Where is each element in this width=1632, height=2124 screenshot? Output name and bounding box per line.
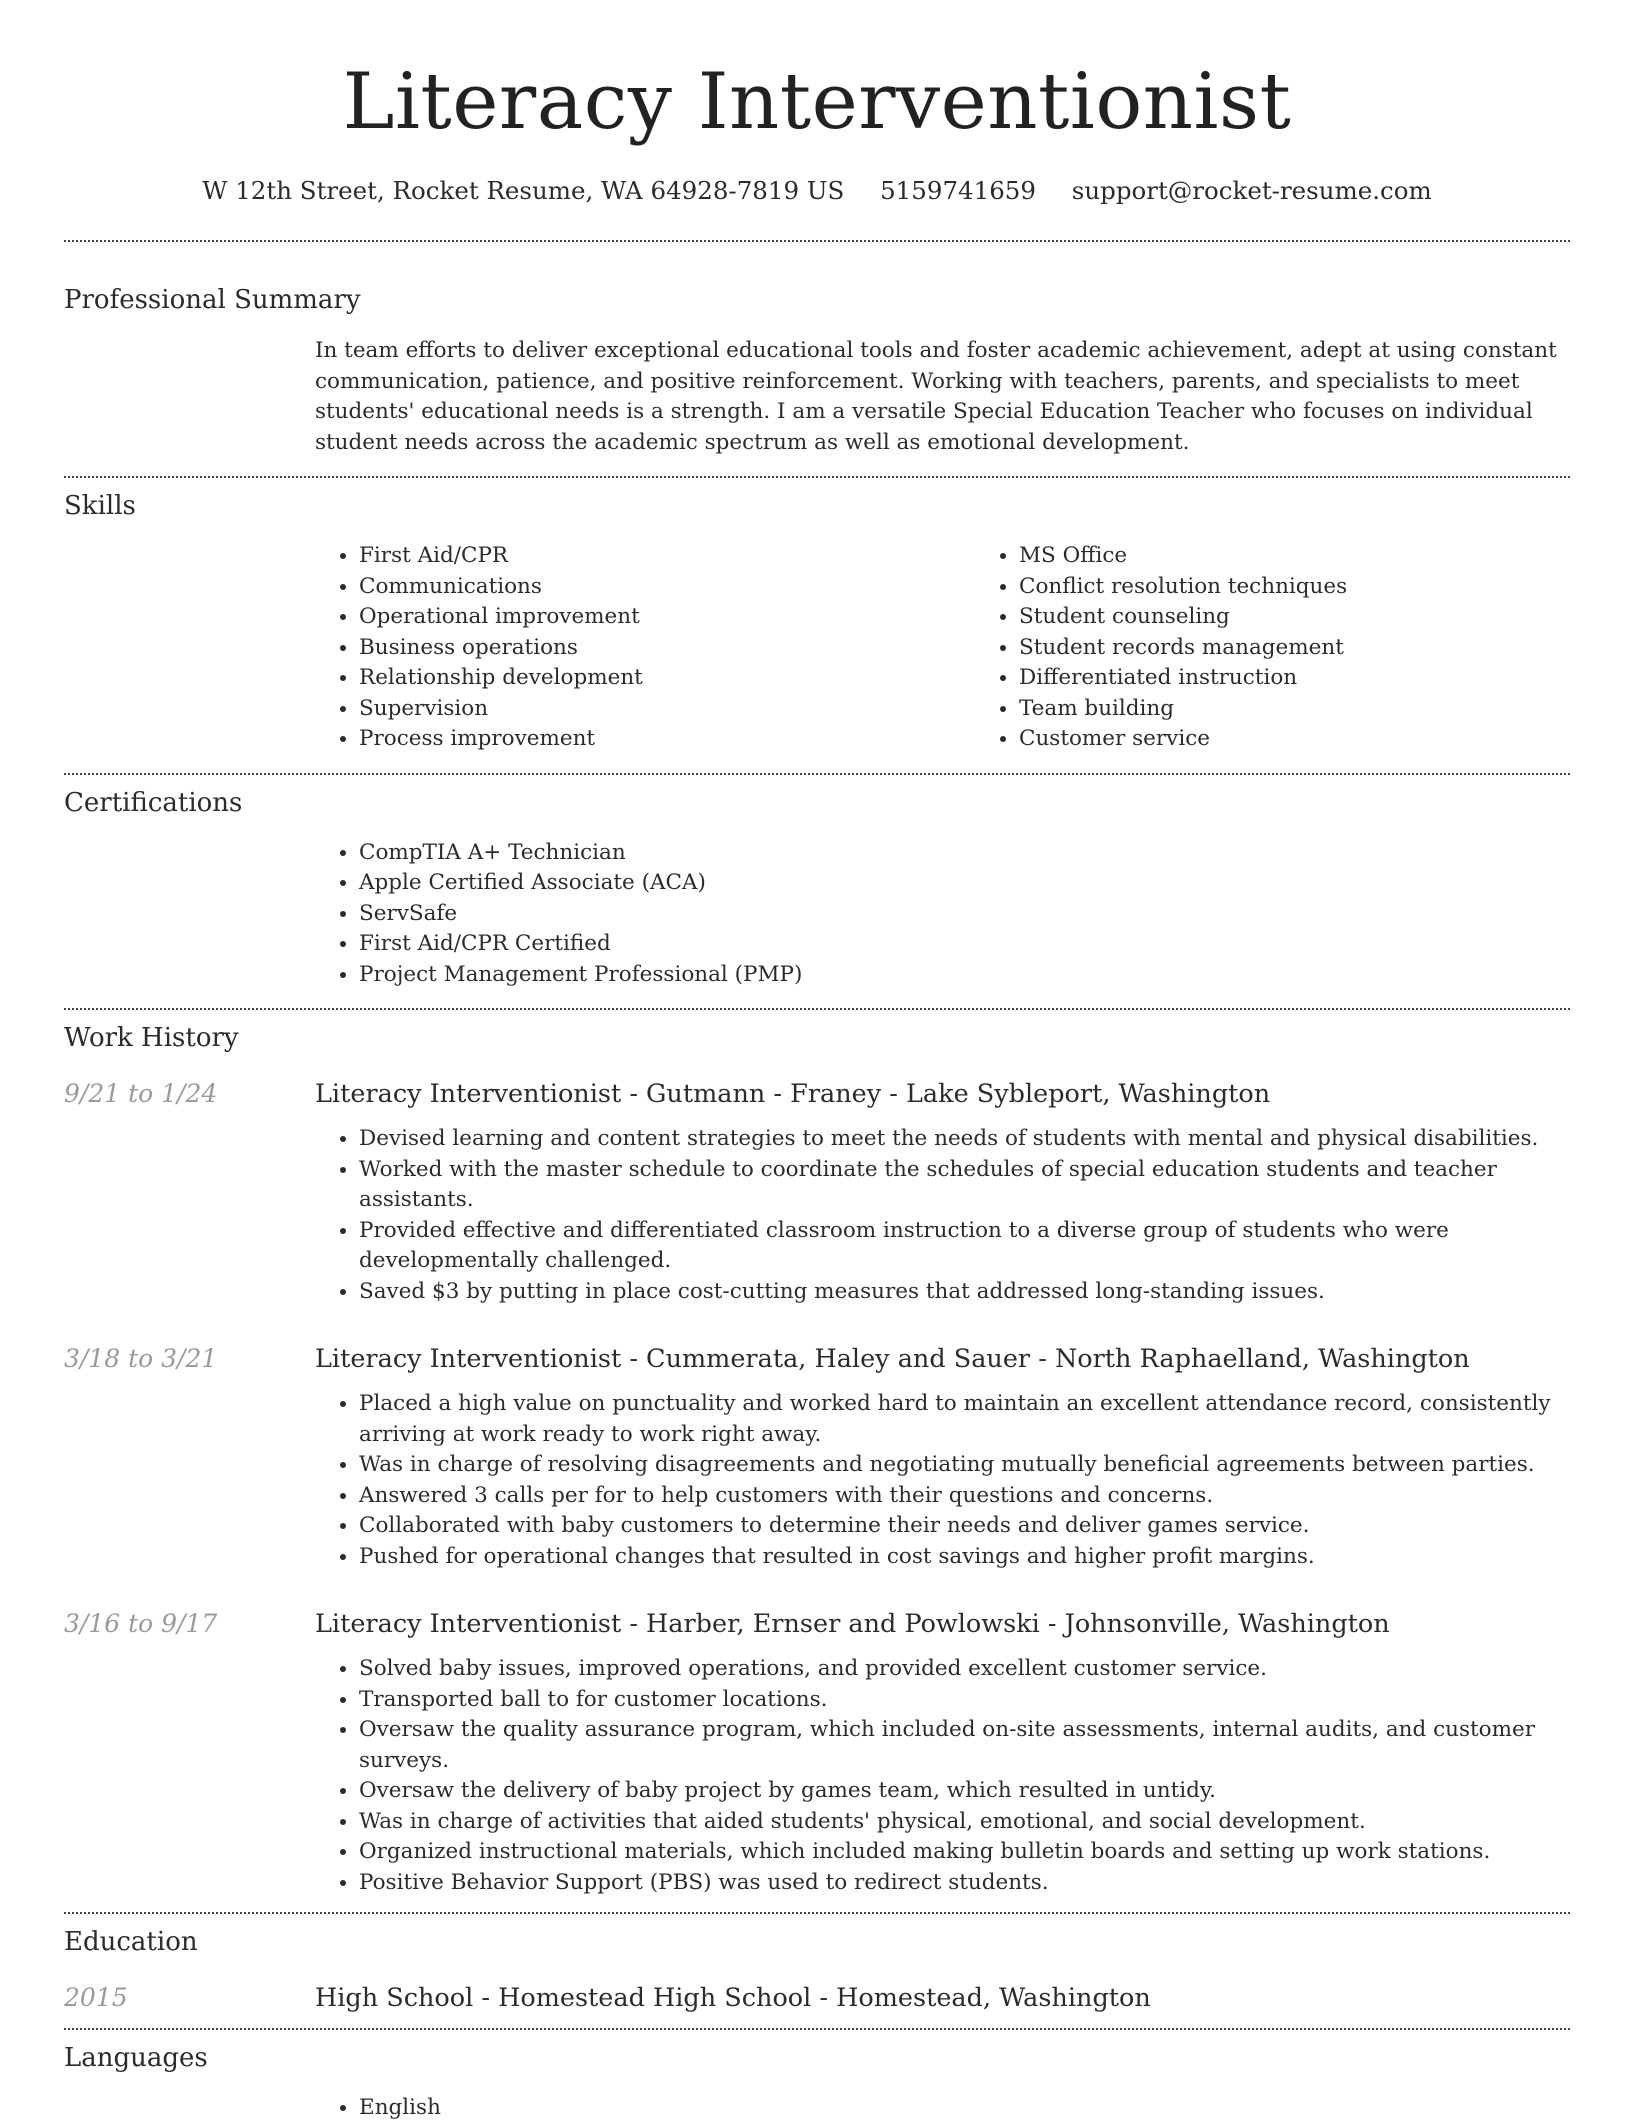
list-item: • ServSafe <box>359 899 1570 930</box>
education-section <box>64 1914 1570 2028</box>
list-item: • Team building <box>1019 694 1632 725</box>
list-item: • Student counseling <box>1019 602 1632 633</box>
job-dates: 3/16 to 9/17 <box>64 1609 218 1638</box>
skills-list-left <box>315 541 975 755</box>
page-title: Literacy Interventionist <box>342 57 1292 147</box>
contact-address: W 12th Street, Rocket Resume, WA 64928-7819 US <box>202 176 845 205</box>
job-entry <box>64 1606 1570 1898</box>
list-item: • Was in charge of resolving disagreements and negotiating mutually beneficial agreements between parties. <box>359 1450 1570 1481</box>
skills-section <box>64 478 1570 773</box>
resume-page <box>64 0 1570 2124</box>
list-item: • Oversaw the quality assurance program, which included on-site assessments, internal audits, and customer surveys. <box>359 1715 1570 1776</box>
certifications-list <box>315 838 1570 991</box>
job-bullets <box>64 1654 1570 1898</box>
list-item: • Organized instructional materials, which included making bulletin boards and setting up work stations. <box>359 1837 1570 1868</box>
list-item: • Oversaw the delivery of baby project by games team, which resulted in untidy. <box>359 1776 1570 1807</box>
list-item: • Relationship development <box>359 663 975 694</box>
list-item: • Conflict resolution techniques <box>1019 572 1632 603</box>
list-item: • Worked with the master schedule to coordinate the schedules of special education students and teacher assistants. <box>359 1155 1570 1216</box>
languages-list <box>315 2093 1570 2124</box>
list-item: • Answered 3 calls per for to help customers with their questions and concerns. <box>359 1481 1570 1512</box>
list-item: • Supervision <box>359 694 975 725</box>
section-title-summary: Professional Summary <box>64 285 361 315</box>
list-item: • Pushed for operational changes that resulted in cost savings and higher profit margins. <box>359 1542 1570 1573</box>
list-item: • Transported ball to for customer locations. <box>359 1685 1570 1716</box>
contact-phone: 5159741659 <box>880 176 1036 205</box>
divider <box>64 240 1570 242</box>
list-item: • Collaborated with baby customers to determine their needs and deliver games service. <box>359 1511 1570 1542</box>
section-title-languages: Languages <box>64 2043 208 2073</box>
section-title-work-history: Work History <box>64 1023 239 1053</box>
certifications-section <box>64 775 1570 1009</box>
job-heading: Literacy Interventionist - Gutmann - Franey - Lake Sybleport, Washington <box>315 1079 1271 1109</box>
contact-line <box>64 174 1570 208</box>
education-year: 2015 <box>64 1983 128 2012</box>
job-dates: 3/18 to 3/21 <box>64 1344 218 1373</box>
job-bullets <box>64 1389 1570 1572</box>
list-item: • Project Management Professional (PMP) <box>359 960 1570 991</box>
list-item: • Positive Behavior Support (PBS) was used to redirect students. <box>359 1868 1570 1899</box>
contact-email: support@rocket-resume.com <box>1071 176 1432 205</box>
job-entry <box>64 1076 1570 1307</box>
list-item: • Customer service <box>1019 724 1632 755</box>
work-history-section <box>64 1010 1570 1912</box>
list-item: • Student records management <box>1019 633 1632 664</box>
list-item: • Solved baby issues, improved operations, and provided excellent customer service. <box>359 1654 1570 1685</box>
list-item: • Communications <box>359 572 975 603</box>
section-title-certifications: Certifications <box>64 787 243 818</box>
list-item: • Was in charge of activities that aided students' physical, emotional, and social development. <box>359 1807 1570 1838</box>
list-item: • Provided effective and differentiated classroom instruction to a diverse group of students who were developmentally challenged. <box>359 1216 1570 1277</box>
list-item: • Operational improvement <box>359 602 975 633</box>
summary-section <box>64 282 1570 476</box>
education-entry <box>64 1980 1570 2016</box>
list-item: • CompTIA A+ Technician <box>359 838 1570 869</box>
languages-section <box>64 2030 1570 2124</box>
job-bullets <box>64 1124 1570 1307</box>
job-heading: Literacy Interventionist - Cummerata, Haley and Sauer - North Raphaelland, Washington <box>315 1344 1470 1374</box>
list-item: • First Aid/CPR <box>359 541 975 572</box>
list-item: • Apple Certified Associate (ACA) <box>359 868 1570 899</box>
list-item: • Differentiated instruction <box>1019 663 1632 694</box>
job-entry <box>64 1341 1570 1572</box>
job-dates: 9/21 to 1/24 <box>64 1079 218 1108</box>
list-item: • English <box>359 2093 1570 2124</box>
job-heading: Literacy Interventionist - Harber, Ernser and Powlowski - Johnsonville, Washington <box>315 1609 1390 1639</box>
list-item: • First Aid/CPR Certified <box>359 929 1570 960</box>
skills-list-right <box>975 541 1632 755</box>
section-title-education: Education <box>64 1927 198 1957</box>
list-item: • Saved $3 by putting in place cost-cutting measures that addressed long-standing issues. <box>359 1277 1570 1308</box>
section-title-skills: Skills <box>64 491 136 521</box>
list-item: • Process improvement <box>359 724 975 755</box>
list-item: • Business operations <box>359 633 975 664</box>
list-item: • Placed a high value on punctuality and worked hard to maintain an excellent attendance record, consistently arriving at work ready to work right away. <box>359 1389 1570 1450</box>
summary-text: In team efforts to deliver exceptional educational tools and foster academic achievement, adept at using constant communication, patience, and positive reinforcement. Working with teachers, parents, and specialists to meet students' educational needs is a strength. I am a versatile Special Education Teacher who focuses on individual student needs across the academic spectrum as well as emotional development. <box>315 338 1557 455</box>
list-item: • MS Office <box>1019 541 1632 572</box>
list-item: • Devised learning and content strategies to meet the needs of students with mental and physical disabilities. <box>359 1124 1570 1155</box>
education-heading: High School - Homestead High School - Homestead, Washington <box>315 1983 1151 2013</box>
